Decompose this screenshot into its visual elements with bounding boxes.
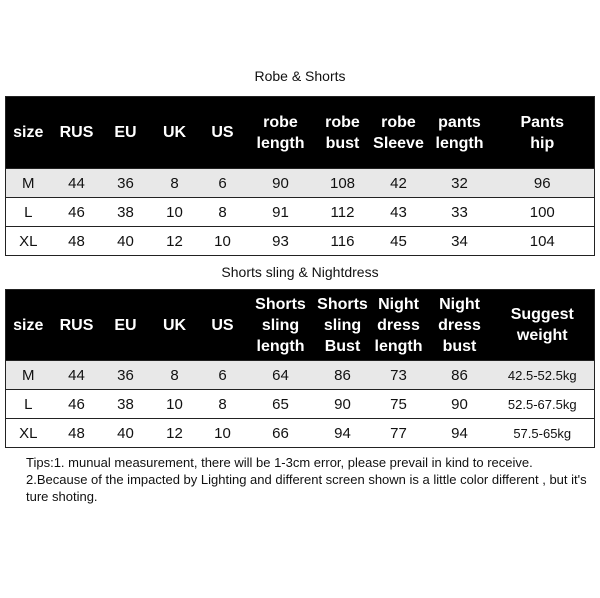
table-row — [6, 198, 595, 227]
table-cell: 8 — [201, 198, 245, 227]
table-cell: 40 — [103, 419, 149, 448]
column-header: Night dress length — [369, 290, 429, 361]
table-cell: 112 — [317, 198, 369, 227]
table-cell: 42 — [369, 169, 429, 198]
robe-shorts-size-table — [5, 96, 595, 256]
table-cell: 48 — [51, 227, 103, 256]
column-header: Shorts sling Bust — [317, 290, 369, 361]
table-cell: 108 — [317, 169, 369, 198]
table-cell: 38 — [103, 390, 149, 419]
table-cell: 77 — [369, 419, 429, 448]
table-cell: 52.5-67.5kg — [491, 390, 595, 419]
table-cell: 116 — [317, 227, 369, 256]
table-cell: 34 — [429, 227, 491, 256]
column-header: robe bust — [317, 97, 369, 169]
table-cell: 38 — [103, 198, 149, 227]
table-cell: 44 — [51, 169, 103, 198]
tips-note — [26, 454, 596, 505]
table-cell: 94 — [429, 419, 491, 448]
table-row — [6, 419, 595, 448]
table-cell: 104 — [491, 227, 595, 256]
table-cell: 93 — [245, 227, 317, 256]
table-cell: 45 — [369, 227, 429, 256]
tip-line-2: 2.Because of the impacted by Lighting and different screen shown is a little color different , but it's ture shoting. — [26, 472, 587, 504]
table-cell: 42.5-52.5kg — [491, 361, 595, 390]
table-cell: 8 — [149, 169, 201, 198]
table-cell: 36 — [103, 169, 149, 198]
table-cell: 94 — [317, 419, 369, 448]
table-cell: M — [6, 361, 51, 390]
column-header: robe length — [245, 97, 317, 169]
column-header: Night dress bust — [429, 290, 491, 361]
table-cell: 75 — [369, 390, 429, 419]
table-cell: 40 — [103, 227, 149, 256]
column-header: US — [201, 290, 245, 361]
table-cell: 64 — [245, 361, 317, 390]
table-cell: 90 — [429, 390, 491, 419]
table-row — [6, 169, 595, 198]
table-cell: 10 — [201, 419, 245, 448]
table-row — [6, 390, 595, 419]
sling-nightdress-size-table — [5, 289, 595, 448]
table-cell: 12 — [149, 419, 201, 448]
table-cell: 65 — [245, 390, 317, 419]
table-cell: 86 — [429, 361, 491, 390]
table-header-row — [6, 290, 595, 361]
column-header: pants length — [429, 97, 491, 169]
column-header: EU — [103, 290, 149, 361]
column-header: UK — [149, 290, 201, 361]
table-cell: 10 — [149, 198, 201, 227]
column-header: size — [6, 290, 51, 361]
table-cell: 48 — [51, 419, 103, 448]
table-cell: 32 — [429, 169, 491, 198]
table-cell: 44 — [51, 361, 103, 390]
table-cell: L — [6, 198, 51, 227]
table2-title: Shorts sling & Nightdress — [221, 264, 379, 280]
column-header: EU — [103, 97, 149, 169]
tip-line-1: Tips:1. munual measurement, there will be 1-3cm error, please prevail in kind to receive. — [26, 455, 533, 470]
table-cell: 90 — [245, 169, 317, 198]
column-header: UK — [149, 97, 201, 169]
table-cell: 46 — [51, 198, 103, 227]
column-header: Suggest weight — [491, 290, 595, 361]
table-cell: 66 — [245, 419, 317, 448]
table-cell: 12 — [149, 227, 201, 256]
table-cell: 100 — [491, 198, 595, 227]
table-cell: L — [6, 390, 51, 419]
table-cell: 33 — [429, 198, 491, 227]
table-cell: M — [6, 169, 51, 198]
table-cell: 43 — [369, 198, 429, 227]
table-cell: 91 — [245, 198, 317, 227]
table-cell: 57.5-65kg — [491, 419, 595, 448]
table-cell: 46 — [51, 390, 103, 419]
table-cell: XL — [6, 419, 51, 448]
column-header: Pants hip — [491, 97, 595, 169]
table-cell: 96 — [491, 169, 595, 198]
column-header: RUS — [51, 290, 103, 361]
table-cell: 8 — [201, 390, 245, 419]
table-cell: XL — [6, 227, 51, 256]
table-cell: 6 — [201, 361, 245, 390]
table-cell: 8 — [149, 361, 201, 390]
table1-title: Robe & Shorts — [254, 68, 346, 84]
table-header-row — [6, 97, 595, 169]
table-cell: 10 — [149, 390, 201, 419]
column-header: RUS — [51, 97, 103, 169]
column-header: robe Sleeve — [369, 97, 429, 169]
table-cell: 73 — [369, 361, 429, 390]
table-row — [6, 227, 595, 256]
column-header: size — [6, 97, 51, 169]
table-cell: 90 — [317, 390, 369, 419]
table-cell: 6 — [201, 169, 245, 198]
column-header: US — [201, 97, 245, 169]
table-cell: 10 — [201, 227, 245, 256]
table-cell: 36 — [103, 361, 149, 390]
table-row — [6, 361, 595, 390]
table-cell: 86 — [317, 361, 369, 390]
column-header: Shorts sling length — [245, 290, 317, 361]
